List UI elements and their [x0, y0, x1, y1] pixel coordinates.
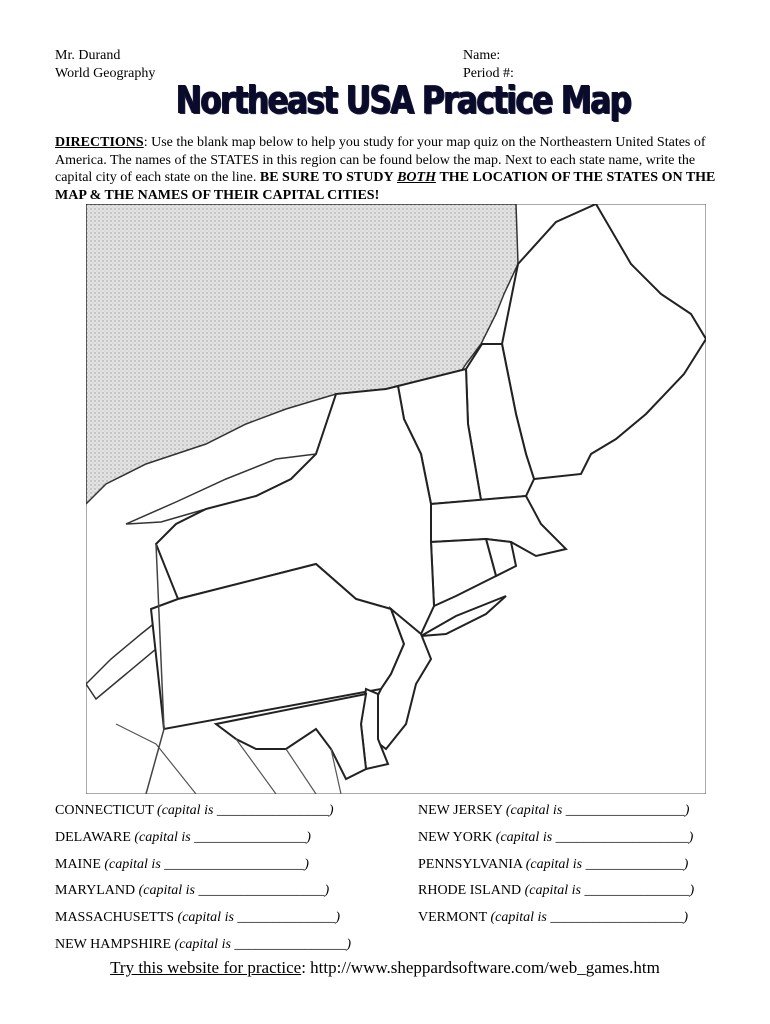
practice-label[interactable]: Try this website for practice	[110, 958, 302, 977]
teacher-name: Mr. Durand	[55, 48, 121, 63]
capital-blank[interactable]: (capital is _________________)	[505, 803, 690, 818]
state-row-rhode-island	[418, 882, 694, 899]
state-name: DELAWARE	[55, 830, 131, 845]
directions-label: DIRECTIONS	[55, 135, 144, 150]
directions-emphasis-start: BE SURE TO STUDY	[259, 170, 394, 185]
state-row-delaware	[55, 829, 311, 846]
state-row-maryland	[55, 882, 329, 899]
state-row-pennsylvania	[418, 856, 688, 873]
capital-blank[interactable]: (capital is ___________________)	[490, 910, 689, 925]
course-name: World Geography	[55, 66, 156, 81]
directions-emphasis-end: THE LOCATION OF THE STATES ON THE MAP & THE NAMES OF THEIR CAPITAL CITIES!	[55, 170, 716, 203]
capital-blank[interactable]: (capital is ________________)	[174, 937, 352, 952]
state-name: NEW YORK	[418, 830, 493, 845]
directions-text: Use the blank map below to help you study for your map quiz on the Northeastern United States of America. The names of the STATES in this region can be found below the map. Next to each state name, write the capital city of each state on the line.	[55, 135, 706, 185]
state-name: VERMONT	[418, 910, 487, 925]
state-name: NEW JERSEY	[418, 803, 503, 818]
capital-blank[interactable]: (capital is ____________________)	[104, 857, 309, 872]
state-row-vermont	[418, 909, 688, 926]
directions-paragraph: DIRECTIONS: Use the blank map below to help you study for your map quiz on the Northeastern United States of America. The names of the STATES in this region can be found below the map. Next to each state name, write the capital city of each state on the line. BE SURE TO STUDY BOTH THE LOCATION OF THE STATES ON THE MAP & THE NAMES OF THEIR CAPITAL CITIES!	[55, 135, 716, 203]
state-row-maine	[55, 856, 309, 873]
capital-blank[interactable]: (capital is ________________)	[157, 803, 334, 818]
practice-url[interactable]: http://www.sheppardsoftware.com/web_games.htm	[310, 958, 660, 977]
capital-blank[interactable]: (capital is ______________)	[525, 857, 689, 872]
state-row-new-york	[418, 829, 693, 846]
state-name: MASSACHUSETTS	[55, 910, 175, 925]
state-row-new-hampshire	[55, 936, 351, 953]
capital-blank[interactable]: (capital is ___________________)	[495, 830, 694, 845]
state-row-new-jersey	[418, 802, 689, 819]
state-name: CONNECTICUT	[55, 803, 154, 818]
state-name: RHODE ISLAND	[418, 883, 522, 898]
state-row-connecticut	[55, 802, 334, 819]
state-name: PENNSYLVANIA	[418, 857, 523, 872]
capital-blank[interactable]: (capital is ________________)	[134, 830, 311, 845]
practice-link-line: Try this website for practice: http://www.sheppardsoftware.com/web_games.htm	[110, 958, 660, 977]
name-label: Name:	[463, 48, 501, 63]
page-title: Northeast USA Practice Map	[176, 78, 631, 122]
capital-blank[interactable]: (capital is _______________)	[524, 883, 695, 898]
directions-emphasis-both: BOTH	[397, 170, 436, 185]
state-name: MARYLAND	[55, 883, 136, 898]
state-row-massachusetts	[55, 909, 340, 926]
capital-blank[interactable]: (capital is ______________)	[177, 910, 341, 925]
period-label: Period #:	[463, 66, 514, 81]
capital-blank[interactable]: (capital is __________________)	[138, 883, 330, 898]
state-name: MAINE	[55, 857, 101, 872]
northeast-outline-map	[86, 204, 706, 794]
state-name: NEW HAMPSHIRE	[55, 937, 172, 952]
